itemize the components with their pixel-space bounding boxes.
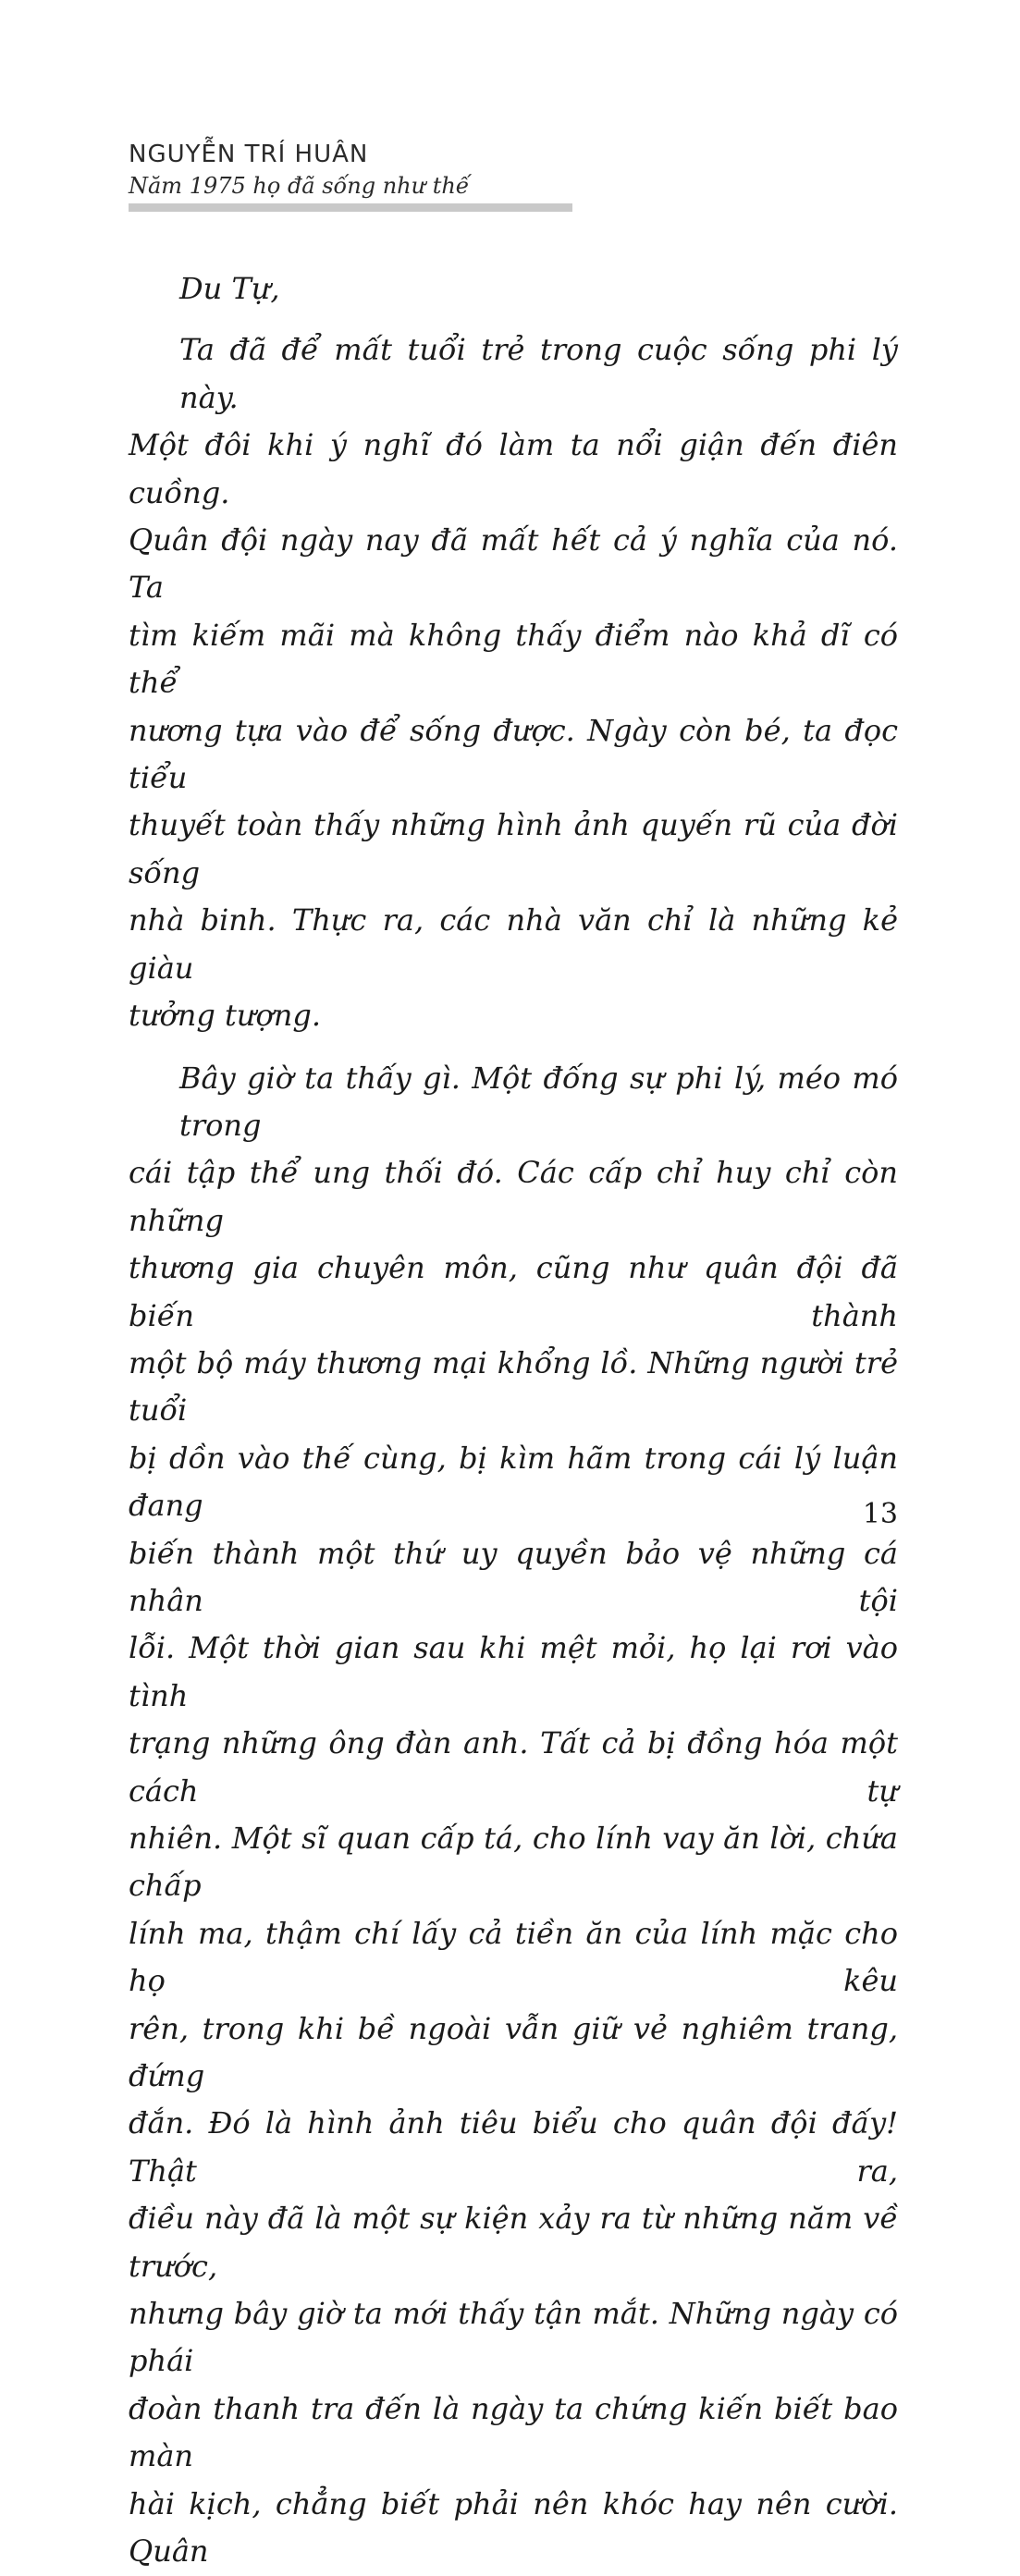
text-line: một bộ máy thương mại khổng lồ. Những người trẻ tuổi <box>129 1344 898 1429</box>
text-line: Ta đã để mất tuổi trẻ trong cuộc sống phi lý này. <box>179 332 898 415</box>
text-line: thương gia chuyên môn, cũng như quân đội đã biến thành <box>129 1250 898 1333</box>
page-number: 13 <box>862 1498 898 1530</box>
paragraph-1 <box>129 326 898 1039</box>
text-line: đoàn thanh tra đến là ngày ta chứng kiến biết bao màn <box>129 2390 898 2474</box>
text-line: nhưng bây giờ ta mới thấy tận mắt. Những ngày có phái <box>129 2296 898 2379</box>
salutation: Du Tự, <box>179 271 280 306</box>
text-line: lính ma, thậm chí lấy cả tiền ăn của lính mặc cho họ kêu <box>129 1915 898 1999</box>
text-line: rên, trong khi bề ngoài vẫn giữ vẻ nghiêm trang, đứng <box>129 2010 898 2094</box>
text-line: điều này đã là một sự kiện xảy ra từ những năm về trước, <box>129 2201 898 2284</box>
text-line: Một đôi khi ý nghĩ đó làm ta nổi giận đến điên cuồng. <box>129 427 898 510</box>
text-line: hài kịch, chẳng biết phải nên khóc hay nên cười. Quân <box>129 2485 898 2570</box>
text-line: thuyết toàn thấy những hình ảnh quyến rũ của đời sống <box>129 807 898 890</box>
header-book-title: Năm 1975 họ đã sống như thế <box>129 173 470 199</box>
text-line: Quân đội ngày nay đã mất hết cả ý nghĩa của nó. Ta <box>129 522 898 606</box>
text-line: trạng những ông đàn anh. Tất cả bị đồng hóa một cách tự <box>129 1725 898 1809</box>
text-line: đắn. Đó là hình ảnh tiêu biểu cho quân đội đấy! Thật ra, <box>129 2105 898 2189</box>
text-line: lỗi. Một thời gian sau khi mệt mỏi, họ lại rơi vào tình <box>129 1630 898 1713</box>
paragraph-2 <box>129 1055 898 2576</box>
page-body <box>129 265 898 2576</box>
text-line: cái tập thể ung thối đó. Các cấp chỉ huy chỉ còn những <box>129 1155 898 1238</box>
text-line: nương tựa vào để sống được. Ngày còn bé, ta đọc tiểu <box>129 712 898 796</box>
header-author: NGUYỄN TRÍ HUÂN <box>129 141 369 168</box>
text-line: bị dồn vào thế cùng, bị kìm hãm trong cái lý luận đang <box>129 1440 898 1524</box>
header-rule <box>129 203 572 212</box>
text-line: tưởng tượng. <box>129 998 321 1034</box>
text-line: nhà binh. Thực ra, các nhà văn chỉ là những kẻ giàu <box>129 902 898 986</box>
running-header <box>129 139 572 202</box>
text-line: nhiên. Một sĩ quan cấp tá, cho lính vay ăn lời, chứa chấp <box>129 1821 898 1904</box>
text-line: tìm kiếm mãi mà không thấy điểm nào khả dĩ có thể <box>129 617 898 701</box>
text-line: biến thành một thứ uy quyền bảo vệ những cá nhân tội <box>129 1535 898 1618</box>
text-line: Bây giờ ta thấy gì. Một đống sự phi lý, méo mó trong <box>179 1060 898 1143</box>
